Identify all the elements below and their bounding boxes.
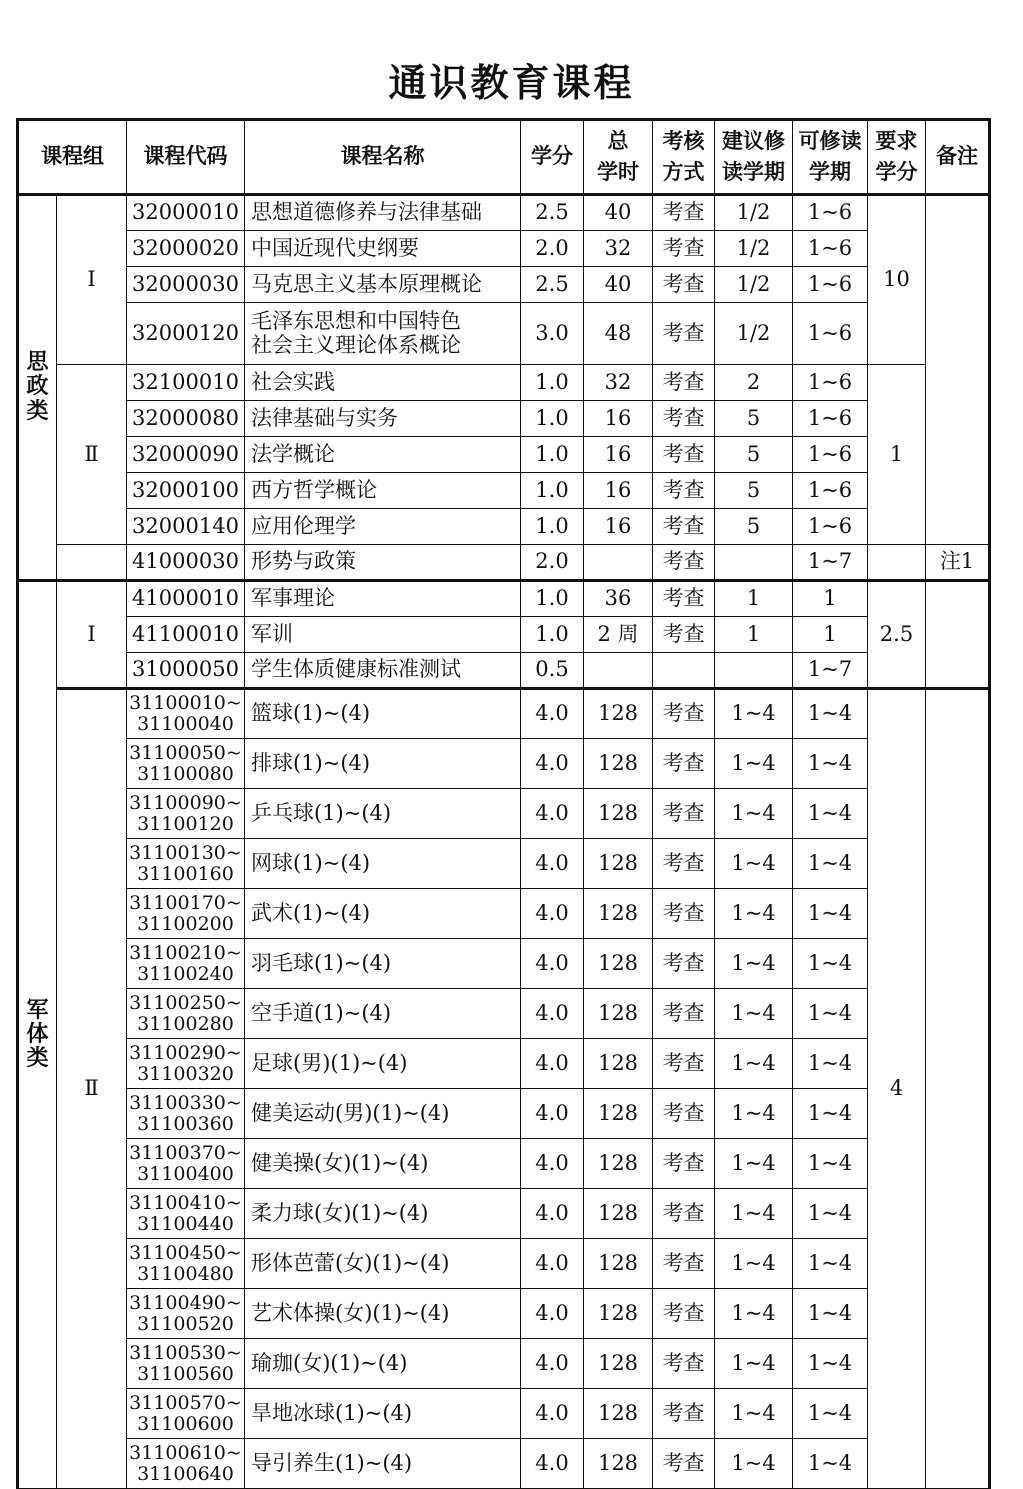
header-req-credit: 要求 学分: [868, 120, 926, 195]
course-name: 网球(1)~(4): [245, 839, 521, 889]
course-credit: 1.0: [521, 617, 584, 653]
course-allowed-term: 1~6: [793, 473, 868, 509]
course-code: 32000090: [127, 437, 245, 473]
course-assess: 考查: [653, 1339, 715, 1389]
course-hours: 16: [584, 473, 653, 509]
course-assess: 考查: [653, 231, 715, 267]
course-assess: 考查: [653, 1239, 715, 1289]
header-hours: 总 学时: [584, 120, 653, 195]
course-suggest-term: [715, 653, 793, 689]
course-code: 32000030: [127, 267, 245, 303]
course-code: 31100050~ 31100080: [127, 739, 245, 789]
table-row: [18, 653, 990, 689]
course-code: 32000020: [127, 231, 245, 267]
course-credit: 4.0: [521, 1189, 584, 1239]
course-name: 应用伦理学: [245, 509, 521, 545]
course-assess: 考查: [653, 365, 715, 401]
course-hours: 40: [584, 195, 653, 231]
table-row: [18, 1289, 990, 1339]
course-credit: 1.0: [521, 509, 584, 545]
course-code: 31100570~ 31100600: [127, 1389, 245, 1439]
course-allowed-term: 1~4: [793, 839, 868, 889]
course-hours: 128: [584, 739, 653, 789]
course-hours: 128: [584, 889, 653, 939]
course-credit: 4.0: [521, 1389, 584, 1439]
course-name: 军训: [245, 617, 521, 653]
course-hours: 128: [584, 1089, 653, 1139]
course-suggest-term: 1~4: [715, 1089, 793, 1139]
course-suggest-term: 1~4: [715, 1239, 793, 1289]
course-credit: 4.0: [521, 1239, 584, 1289]
course-allowed-term: 1~6: [793, 401, 868, 437]
course-suggest-term: 1~4: [715, 739, 793, 789]
course-name: 健美操(女)(1)~(4): [245, 1139, 521, 1189]
course-allowed-term: 1~6: [793, 195, 868, 231]
course-suggest-term: 1~4: [715, 1139, 793, 1189]
course-code: 31100290~ 31100320: [127, 1039, 245, 1089]
course-hours: 128: [584, 989, 653, 1039]
course-code: 32000080: [127, 401, 245, 437]
course-credit: 4.0: [521, 789, 584, 839]
course-allowed-term: 1~7: [793, 545, 868, 581]
course-name: 法律基础与实务: [245, 401, 521, 437]
course-assess: 考查: [653, 939, 715, 989]
course-assess: 考查: [653, 267, 715, 303]
course-credit: 2.0: [521, 231, 584, 267]
header-code: 课程代码: [127, 120, 245, 195]
course-hours: 16: [584, 437, 653, 473]
course-allowed-term: 1~4: [793, 1039, 868, 1089]
required-credit: [868, 545, 926, 581]
course-allowed-term: 1~4: [793, 789, 868, 839]
course-name: 社会实践: [245, 365, 521, 401]
course-suggest-term: 5: [715, 509, 793, 545]
course-note: 注1: [926, 545, 990, 581]
course-name: 军事理论: [245, 581, 521, 617]
course-credit: 4.0: [521, 939, 584, 989]
group-junti: 军 体 类: [18, 581, 57, 1489]
course-hours: 48: [584, 303, 653, 365]
course-hours: 128: [584, 1439, 653, 1489]
course-allowed-term: 1~4: [793, 889, 868, 939]
course-code: 31000050: [127, 653, 245, 689]
course-hours: 128: [584, 1239, 653, 1289]
course-assess: 考查: [653, 989, 715, 1039]
course-suggest-term: 1~4: [715, 1339, 793, 1389]
course-code: 31100370~ 31100400: [127, 1139, 245, 1189]
course-allowed-term: 1~4: [793, 1089, 868, 1139]
header-row: [18, 120, 990, 195]
header-allowed-term: 可修读 学期: [793, 120, 868, 195]
course-credit: 0.5: [521, 653, 584, 689]
course-credit: 4.0: [521, 1089, 584, 1139]
course-credit: 4.0: [521, 1289, 584, 1339]
course-hours: 16: [584, 401, 653, 437]
required-credit: 1: [868, 365, 926, 545]
course-assess: 考查: [653, 581, 715, 617]
course-credit: 1.0: [521, 581, 584, 617]
course-credit: 2.5: [521, 267, 584, 303]
page-title: 通识教育课程: [388, 61, 635, 105]
course-suggest-term: 1/2: [715, 231, 793, 267]
course-allowed-term: 1~4: [793, 739, 868, 789]
course-code: 32000010: [127, 195, 245, 231]
course-code: 32000120: [127, 303, 245, 365]
course-allowed-term: 1~4: [793, 1289, 868, 1339]
required-credit: 2.5: [868, 581, 926, 689]
course-suggest-term: 1~4: [715, 1389, 793, 1439]
course-name: 健美运动(男)(1)~(4): [245, 1089, 521, 1139]
table-row: [18, 1439, 990, 1489]
course-suggest-term: 2: [715, 365, 793, 401]
course-note: [926, 689, 990, 1489]
course-suggest-term: 1~4: [715, 1189, 793, 1239]
course-name: 羽毛球(1)~(4): [245, 939, 521, 989]
course-name: 旱地冰球(1)~(4): [245, 1389, 521, 1439]
course-allowed-term: 1~4: [793, 689, 868, 739]
course-assess: 考查: [653, 739, 715, 789]
course-hours: [584, 653, 653, 689]
course-code: 32100010: [127, 365, 245, 401]
course-allowed-term: 1~4: [793, 989, 868, 1039]
course-allowed-term: 1~6: [793, 365, 868, 401]
course-allowed-term: 1~4: [793, 1189, 868, 1239]
table-row: [18, 989, 990, 1039]
course-allowed-term: 1~4: [793, 1389, 868, 1439]
course-suggest-term: 1/2: [715, 267, 793, 303]
course-hours: 128: [584, 939, 653, 989]
course-credit: 1.0: [521, 437, 584, 473]
table-row: [18, 739, 990, 789]
course-credit: 4.0: [521, 889, 584, 939]
course-assess: 考查: [653, 545, 715, 581]
course-assess: 考查: [653, 1289, 715, 1339]
header-credit: 学分: [521, 120, 584, 195]
course-note: [926, 581, 990, 689]
course-allowed-term: 1: [793, 581, 868, 617]
course-credit: 4.0: [521, 689, 584, 739]
header-group: 课程组: [18, 120, 127, 195]
table-row: [18, 1389, 990, 1439]
table-row: [18, 401, 990, 437]
course-assess: 考查: [653, 195, 715, 231]
table-row: [18, 939, 990, 989]
course-hours: 128: [584, 1189, 653, 1239]
course-suggest-term: 1~4: [715, 789, 793, 839]
course-name: 形体芭蕾(女)(1)~(4): [245, 1239, 521, 1289]
table-row: [18, 789, 990, 839]
course-code: 41100010: [127, 617, 245, 653]
course-assess: 考查: [653, 509, 715, 545]
table-row: [18, 839, 990, 889]
table-row: [18, 267, 990, 303]
course-hours: 128: [584, 1039, 653, 1089]
course-credit: 2.5: [521, 195, 584, 231]
course-suggest-term: 1~4: [715, 989, 793, 1039]
course-credit: 4.0: [521, 989, 584, 1039]
course-credit: 4.0: [521, 1039, 584, 1089]
course-credit: 3.0: [521, 303, 584, 365]
course-code: 31100490~ 31100520: [127, 1289, 245, 1339]
course-suggest-term: [715, 545, 793, 581]
course-allowed-term: 1~4: [793, 1439, 868, 1489]
course-code: 31100170~ 31100200: [127, 889, 245, 939]
course-allowed-term: 1~6: [793, 437, 868, 473]
table-row: [18, 365, 990, 401]
course-code: 32000140: [127, 509, 245, 545]
course-allowed-term: 1: [793, 617, 868, 653]
course-credit: 4.0: [521, 739, 584, 789]
table-row: [18, 303, 990, 365]
course-allowed-term: 1~6: [793, 509, 868, 545]
course-name: 导引养生(1)~(4): [245, 1439, 521, 1489]
course-hours: 128: [584, 1139, 653, 1189]
course-allowed-term: 1~4: [793, 1239, 868, 1289]
course-credit: 4.0: [521, 1339, 584, 1389]
table-row: [18, 509, 990, 545]
course-code: 31100210~ 31100240: [127, 939, 245, 989]
course-allowed-term: 1~6: [793, 231, 868, 267]
header-note: 备注: [926, 120, 990, 195]
course-assess: 考查: [653, 839, 715, 889]
course-assess: 考查: [653, 473, 715, 509]
course-suggest-term: 1: [715, 617, 793, 653]
table-row: [18, 1239, 990, 1289]
course-code: 31100330~ 31100360: [127, 1089, 245, 1139]
course-credit: 1.0: [521, 473, 584, 509]
course-name: 中国近现代史纲要: [245, 231, 521, 267]
table-row: [18, 195, 990, 231]
course-name: 足球(男)(1)~(4): [245, 1039, 521, 1089]
course-code: 31100090~ 31100120: [127, 789, 245, 839]
course-assess: 考查: [653, 689, 715, 739]
header-assess: 考核 方式: [653, 120, 715, 195]
course-hours: 128: [584, 1389, 653, 1439]
course-hours: 2 周: [584, 617, 653, 653]
group-sizheng: 思 政 类: [18, 195, 57, 581]
course-code: 32000100: [127, 473, 245, 509]
course-suggest-term: 1~4: [715, 1039, 793, 1089]
subgroup-junti-I: Ⅰ: [57, 581, 127, 689]
table-row: [18, 473, 990, 509]
course-assess: 考查: [653, 1139, 715, 1189]
subgroup-sizheng-II: Ⅱ: [57, 365, 127, 545]
course-hours: 36: [584, 581, 653, 617]
course-name: 西方哲学概论: [245, 473, 521, 509]
course-credit: 1.0: [521, 365, 584, 401]
course-hours: 128: [584, 789, 653, 839]
course-assess: 考查: [653, 437, 715, 473]
course-code: 41000030: [127, 545, 245, 581]
course-code: 31100410~ 31100440: [127, 1189, 245, 1239]
course-allowed-term: 1~4: [793, 1139, 868, 1189]
course-note: [926, 195, 990, 545]
course-hours: 32: [584, 365, 653, 401]
course-suggest-term: 1/2: [715, 195, 793, 231]
course-assess: 考查: [653, 1039, 715, 1089]
course-suggest-term: 1~4: [715, 689, 793, 739]
table-row: [18, 231, 990, 267]
table-row: [18, 437, 990, 473]
course-allowed-term: 1~7: [793, 653, 868, 689]
table-row: [18, 545, 990, 581]
subgroup-empty: [57, 545, 127, 581]
course-hours: 16: [584, 509, 653, 545]
course-credit: 4.0: [521, 1139, 584, 1189]
table-row: [18, 889, 990, 939]
header-name: 课程名称: [245, 120, 521, 195]
course-assess: 考查: [653, 303, 715, 365]
course-name: 形势与政策: [245, 545, 521, 581]
course-hours: 128: [584, 689, 653, 739]
course-credit: 4.0: [521, 1439, 584, 1489]
course-code: 31100010~ 31100040: [127, 689, 245, 739]
course-allowed-term: 1~4: [793, 1339, 868, 1389]
course-hours: 128: [584, 1339, 653, 1389]
course-hours: 40: [584, 267, 653, 303]
course-allowed-term: 1~6: [793, 303, 868, 365]
course-assess: [653, 653, 715, 689]
course-name: 瑜珈(女)(1)~(4): [245, 1339, 521, 1389]
course-code: 31100610~ 31100640: [127, 1439, 245, 1489]
course-hours: [584, 545, 653, 581]
course-name: 马克思主义基本原理概论: [245, 267, 521, 303]
course-name: 思想道德修养与法律基础: [245, 195, 521, 231]
header-suggest-term: 建议修 读学期: [715, 120, 793, 195]
course-assess: 考查: [653, 1389, 715, 1439]
course-credit: 2.0: [521, 545, 584, 581]
course-assess: 考查: [653, 1089, 715, 1139]
table-row: [18, 1039, 990, 1089]
table-row: [18, 1339, 990, 1389]
course-hours: 128: [584, 1289, 653, 1339]
course-table: [16, 118, 991, 1489]
course-name: 排球(1)~(4): [245, 739, 521, 789]
course-credit: 4.0: [521, 839, 584, 889]
table-row: [18, 1139, 990, 1189]
course-name: 篮球(1)~(4): [245, 689, 521, 739]
course-hours: 128: [584, 839, 653, 889]
table-row: [18, 689, 990, 739]
course-allowed-term: 1~6: [793, 267, 868, 303]
course-name: 乒乓球(1)~(4): [245, 789, 521, 839]
course-assess: 考查: [653, 789, 715, 839]
course-assess: 考查: [653, 401, 715, 437]
table-row: [18, 581, 990, 617]
course-suggest-term: 1~4: [715, 839, 793, 889]
course-suggest-term: 1~4: [715, 889, 793, 939]
course-suggest-term: 1: [715, 581, 793, 617]
course-suggest-term: 1/2: [715, 303, 793, 365]
course-suggest-term: 5: [715, 473, 793, 509]
course-code: 31100450~ 31100480: [127, 1239, 245, 1289]
course-suggest-term: 1~4: [715, 1289, 793, 1339]
course-code: 31100250~ 31100280: [127, 989, 245, 1039]
course-assess: 考查: [653, 617, 715, 653]
course-suggest-term: 5: [715, 401, 793, 437]
table-row: [18, 617, 990, 653]
course-assess: 考查: [653, 1439, 715, 1489]
course-suggest-term: 5: [715, 437, 793, 473]
table-row: [18, 1089, 990, 1139]
subgroup-junti-II: Ⅱ: [57, 689, 127, 1489]
course-code: 31100130~ 31100160: [127, 839, 245, 889]
required-credit: 10: [868, 195, 926, 365]
table-body: [18, 195, 990, 1489]
course-code: 31100530~ 31100560: [127, 1339, 245, 1389]
table-row: [18, 1189, 990, 1239]
course-code: 41000010: [127, 581, 245, 617]
course-name: 武术(1)~(4): [245, 889, 521, 939]
course-name: 毛泽东思想和中国特色 社会主义理论体系概论: [245, 303, 521, 365]
subgroup-sizheng-I: Ⅰ: [57, 195, 127, 365]
course-name: 法学概论: [245, 437, 521, 473]
course-assess: 考查: [653, 889, 715, 939]
course-name: 学生体质健康标准测试: [245, 653, 521, 689]
course-suggest-term: 1~4: [715, 1439, 793, 1489]
course-name: 空手道(1)~(4): [245, 989, 521, 1039]
course-credit: 1.0: [521, 401, 584, 437]
required-credit: 4: [868, 689, 926, 1489]
course-hours: 32: [584, 231, 653, 267]
course-name: 艺术体操(女)(1)~(4): [245, 1289, 521, 1339]
course-name: 柔力球(女)(1)~(4): [245, 1189, 521, 1239]
course-suggest-term: 1~4: [715, 939, 793, 989]
course-assess: 考查: [653, 1189, 715, 1239]
course-allowed-term: 1~4: [793, 939, 868, 989]
